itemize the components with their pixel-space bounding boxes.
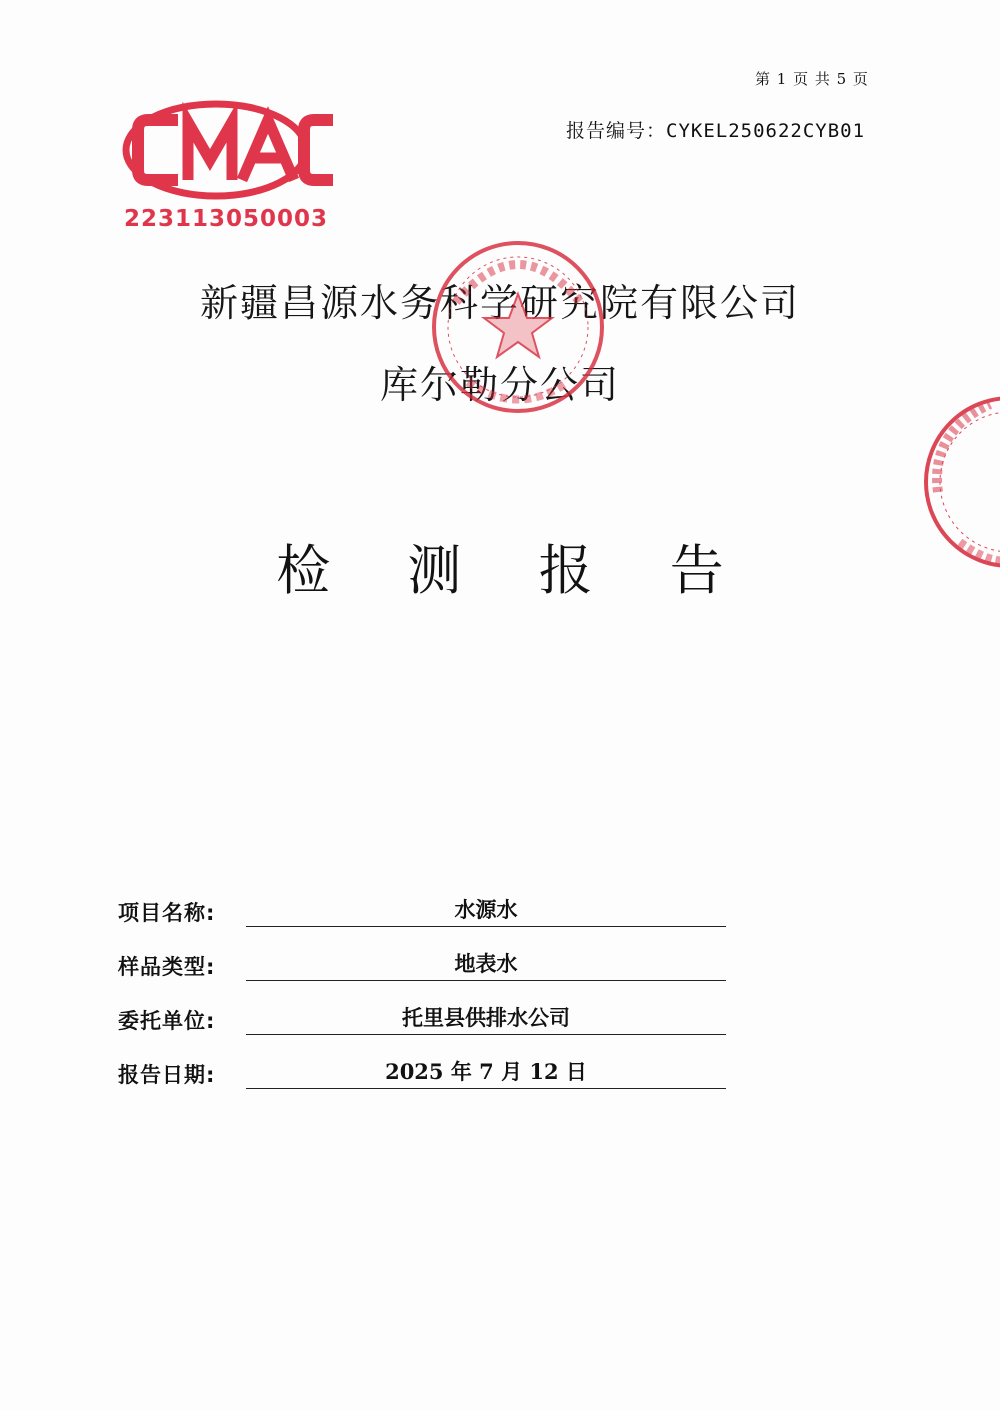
field-label: 项目名称:	[118, 901, 216, 925]
field-label: 委托单位:	[118, 1009, 216, 1033]
field-client	[118, 1001, 758, 1055]
field-sample-type	[118, 947, 758, 1001]
report-number: 报告编号：CYKEL250622CYB01	[566, 120, 866, 142]
field-value: 托里县供排水公司	[246, 1001, 726, 1035]
field-label: 报告日期:	[118, 1063, 216, 1087]
field-label: 样品类型:	[118, 955, 216, 979]
page-indicator: 第 1 页 共 5 页	[755, 70, 869, 88]
report-title: 检 测 报 告	[276, 539, 754, 602]
company-name-line1: 新疆昌源水务科学研究院有限公司	[199, 281, 800, 325]
field-value: 地表水	[246, 947, 726, 981]
report-info-fields	[118, 893, 758, 1109]
field-value: 2025 年 7 月 12 日	[246, 1055, 726, 1089]
field-value: 水源水	[246, 893, 726, 927]
company-name-line2: 库尔勒分公司	[379, 363, 620, 407]
cma-certificate-number: 223113050003	[124, 206, 329, 232]
field-project-name	[118, 893, 758, 947]
field-report-date	[118, 1055, 758, 1109]
